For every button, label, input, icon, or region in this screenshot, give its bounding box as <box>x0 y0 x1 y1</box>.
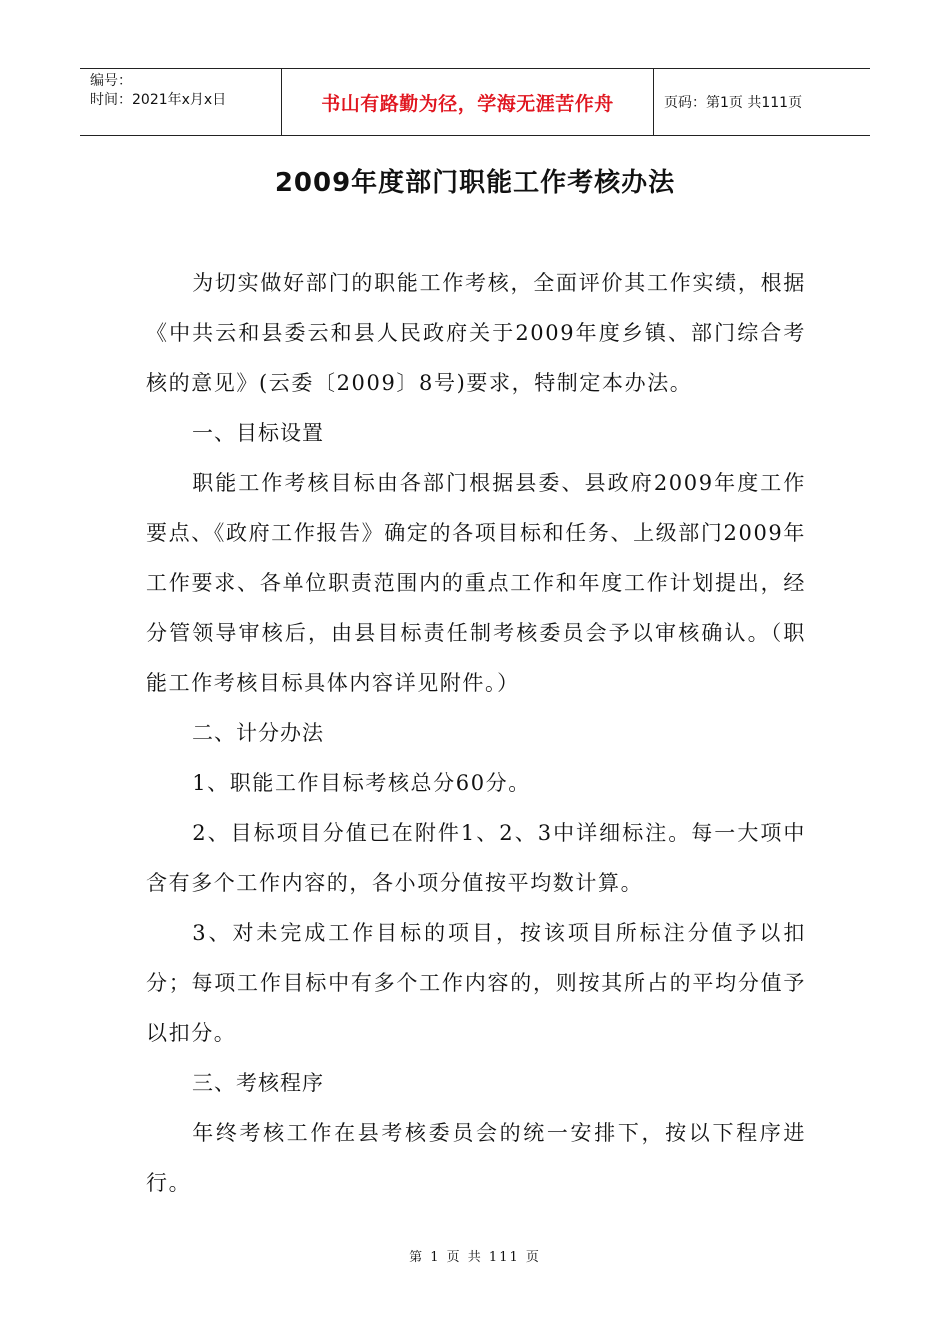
section3-paragraph: 年终考核工作在县考核委员会的统一安排下，按以下程序进行。 <box>146 1121 806 1195</box>
document-title: 2009年度部门职能工作考核办法 <box>274 168 676 198</box>
section-heading-2: 二、计分办法 <box>192 721 324 745</box>
header-motto: 书山有路勤为径，学海无涯苦作舟 <box>282 69 654 135</box>
section2-paragraph-1: 1、职能工作目标考核总分60分。 <box>192 771 531 795</box>
time-label: 时间：2021年x月x日 <box>90 92 227 108</box>
section-heading-3: 三、考核程序 <box>192 1071 324 1095</box>
number-label: 编号： <box>90 73 132 89</box>
section2-paragraph-2: 2、目标项目分值已在附件1、2、3中详细标注。每一大项中含有多个工作内容的，各小项分值按平均数计算。 <box>146 821 806 895</box>
section1-paragraph: 职能工作考核目标由各部门根据县委、县政府2009年度工作要点、《政府工作报告》确定的各项目标和任务、上级部门2009年工作要求、各单位职责范围内的重点工作和年度工作计划提出，经分管领导审核后，由县目标责任制考核委员会予以审核确认。（职能工作考核目标具体内容详见附件。） <box>146 471 806 695</box>
header-page-info: 页码：第1页 共111页 <box>664 95 803 111</box>
header-meta-cell <box>80 69 282 135</box>
section2-paragraph-3: 3、对未完成工作目标的项目，按该项目所标注分值予以扣分；每项工作目标中有多个工作内容的，则按其所占的平均分值予以扣分。 <box>146 921 806 1045</box>
document-header <box>80 68 870 136</box>
intro-paragraph: 为切实做好部门的职能工作考核，全面评价其工作实绩，根据《中共云和县委云和县人民政府关于2009年度乡镇、部门综合考核的意见》(云委〔2009〕8号)要求，特制定本办法。 <box>146 271 806 395</box>
page-footer: 第 1 页 共 111 页 <box>409 1250 541 1265</box>
section-heading-1: 一、目标设置 <box>192 421 324 445</box>
document-body <box>146 258 806 1208</box>
